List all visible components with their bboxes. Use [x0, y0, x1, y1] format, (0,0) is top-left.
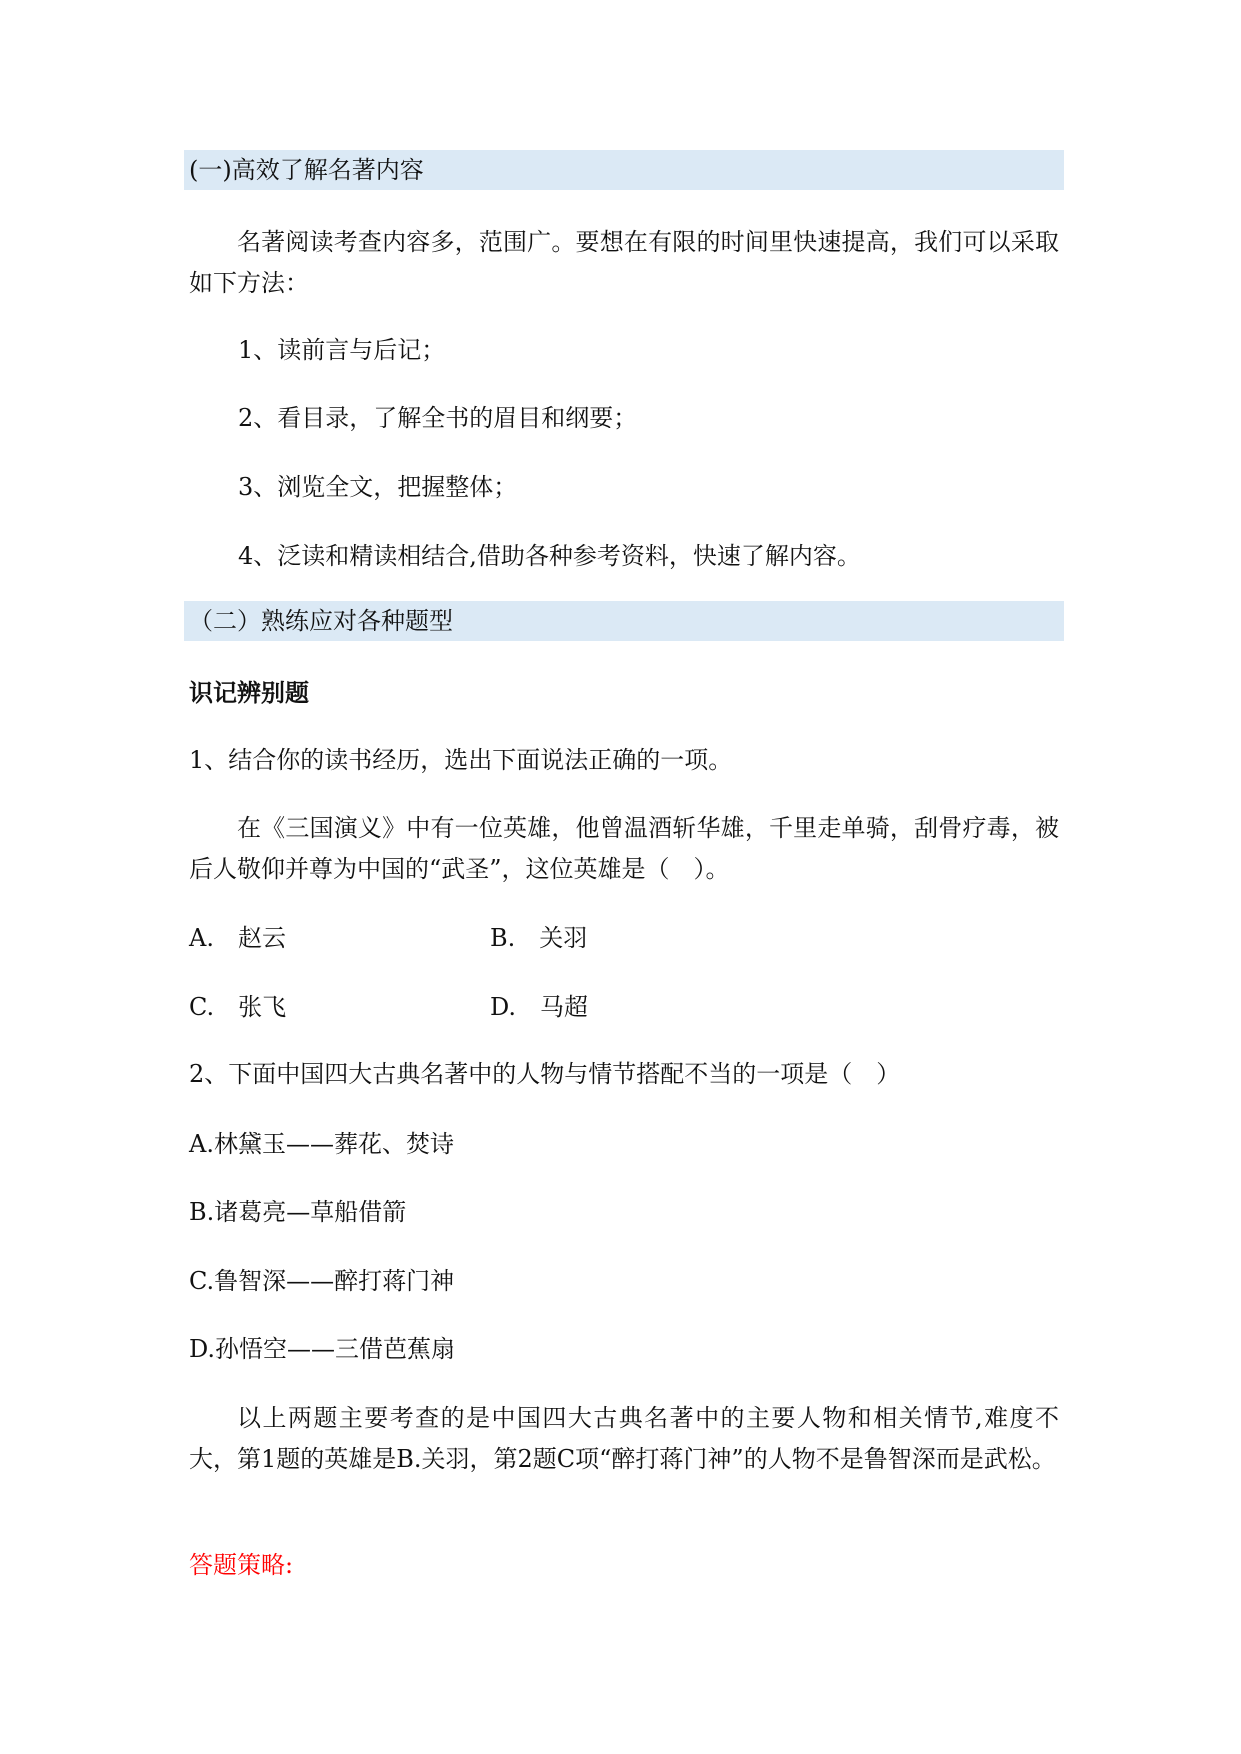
intro-paragraph: 名著阅读考查内容多，范围广。要想在有限的时间里快速提高，我们可以采取如下方法：: [189, 228, 1059, 297]
question-stem: 1、结合你的读书经历，选出下面说法正确的一项。: [189, 746, 733, 774]
method-item: 4、泛读和精读相结合,借助各种参考资料，快速了解内容。: [238, 542, 861, 570]
method-item: 1、读前言与后记；: [238, 336, 446, 364]
question-stem: 2、下面中国四大古典名著中的人物与情节搭配不当的一项是（ ）: [189, 1060, 901, 1088]
answer-option: A.林黛玉——葬花、焚诗: [189, 1130, 454, 1158]
section-heading: (一)高效了解名著内容: [189, 156, 424, 184]
answer-option: D. 马超: [490, 993, 589, 1021]
answer-option: D.孙悟空——三借芭蕉扇: [189, 1335, 456, 1363]
answer-option: B. 关羽: [490, 924, 588, 952]
section-heading: （二）熟练应对各种题型: [189, 607, 453, 635]
explanation-paragraph: 以上两题主要考查的是中国四大古典名著中的主要人物和相关情节,难度不大，第1题的英雄是B.关羽，第2题C项“醉打蒋门神”的人物不是鲁智深而是武松。: [189, 1404, 1059, 1473]
question-passage: 在《三国演义》中有一位英雄，他曾温酒斩华雄，千里走单骑，刮骨疗毒，被后人敬仰并尊为中国的“武圣”，这位英雄是（ ）。: [189, 814, 1059, 883]
answer-option: A. 赵云: [189, 924, 286, 952]
subsection-heading: 识记辨别题: [189, 678, 309, 707]
method-item: 3、浏览全文，把握整体；: [238, 473, 518, 501]
method-item: 2、看目录，了解全书的眉目和纲要；: [238, 404, 638, 432]
strategy-label: 答题策略:: [189, 1551, 294, 1579]
answer-option: C. 张飞: [189, 993, 287, 1021]
answer-option: B.诸葛亮—草船借箭: [189, 1198, 407, 1226]
answer-option: C.鲁智深——醉打蒋门神: [189, 1267, 455, 1295]
